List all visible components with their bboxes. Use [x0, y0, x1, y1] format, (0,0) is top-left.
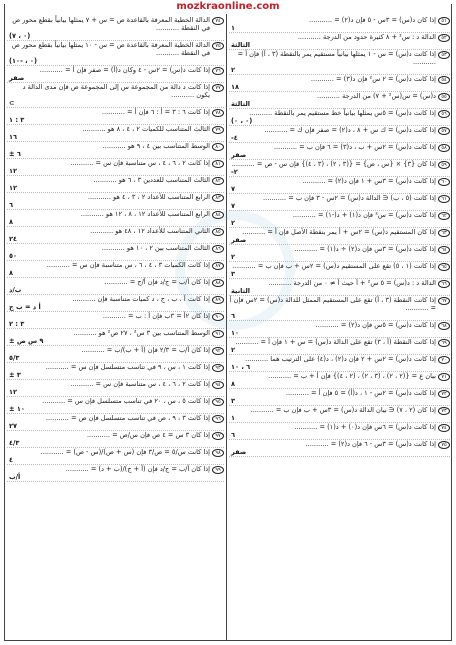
question-number: ٥٥: [438, 93, 450, 101]
answer-text: ٣ : ٢: [9, 320, 25, 328]
answer-text: الثالثة: [231, 41, 251, 49]
question-item: [7, 397, 224, 414]
question-text: إذا كانت د(س) = ٦س فإن د(٠) + د(١) = ...........: [294, 423, 436, 431]
question-item: [7, 414, 224, 431]
answer-text: ٤: [9, 456, 14, 464]
answer-text: ٧: [231, 202, 236, 210]
answer-text: صفر: [9, 74, 25, 82]
question-text: إذا كانت د(س) = ٢س - ١ ، د(أ) = ٥ فإن أ = ...........: [285, 389, 436, 397]
answer-text: ± ٦: [9, 150, 21, 158]
question-item: [7, 176, 224, 193]
question-item: [7, 41, 224, 66]
answer-text: ١: [231, 24, 236, 32]
question-number: ٦١: [438, 195, 450, 203]
question-item: [229, 406, 450, 423]
question-text: إذا كانت س/٥ = ص/٣ فإن (س + ص)/(س - ص) = ...........: [40, 448, 210, 456]
answer-text: ٥/٣: [9, 354, 20, 362]
question-text: الرابع المتناسب للأعداد ٢ ، ٣ ، ٤ هو ...........: [87, 193, 210, 201]
question-text: الدالة الخطية المعرفة بالقاعدة ص = س + ٧ يمثلها بيانياً بقطع محور ص في النقطة ...........: [12, 16, 210, 32]
question-item: [229, 33, 450, 50]
question-item: [229, 211, 450, 228]
answer-text: (٠ ، ٧): [9, 32, 31, 40]
question-text: الثالث المتناسب بين ٢ ، ١٠ هو ...........: [101, 244, 210, 252]
answer-text: ٢: [231, 253, 236, 261]
answer-text: ١٢: [9, 167, 18, 175]
answer-text: ١٨: [231, 83, 240, 91]
question-text: إذا كانت د(س) = ٢س - ٤ وكان د(أ) = صفر فإن أ = ...........: [39, 66, 210, 74]
question-number: ٧٤: [438, 424, 450, 432]
question-text: الدالة د : س² + ٨ كثيرة حدود من الدرجة ...........: [297, 33, 436, 41]
answer-text: الثالثة: [231, 100, 251, 108]
question-number: ٦٤: [438, 246, 450, 254]
question-number: ٥٧: [438, 127, 450, 135]
question-number: ٨٨: [212, 279, 224, 287]
question-number: ٧٧: [212, 84, 224, 92]
question-item: [7, 142, 224, 159]
question-number: ٨٥: [212, 228, 224, 236]
answer-text: ١٦: [9, 133, 18, 141]
question-number: ٧٦: [212, 67, 224, 75]
answer-text: ب/د: [9, 286, 22, 294]
question-number: ٧١: [438, 373, 450, 381]
question-item: [229, 440, 450, 457]
answer-text: ٢: [231, 219, 236, 227]
question-text: إذا كان أ/ب = ج/د فإن أ/ج = ...........: [104, 278, 210, 286]
answer-text: ٢: [231, 346, 236, 354]
question-item: [229, 75, 450, 92]
answer-text: -٢: [231, 168, 238, 176]
question-item: [229, 321, 450, 338]
question-number: ٩٢: [212, 347, 224, 355]
question-number: ٨٦: [212, 245, 224, 253]
question-text: إذا كانت د(س) = ٣س + ١ فإن د(٢) = ...........: [302, 177, 436, 185]
question-item: [229, 245, 450, 262]
question-text: الدالة الخطية المعرفة بالقاعدة ص = س - ١٠ يمثلها بيانياً بقطع محور ص في النقطة ...........: [11, 41, 210, 57]
question-text: إذا كانت ٢ ، ٦ ، ٤ ، س متناسبة فإن س = ...........: [70, 159, 210, 167]
question-item: [7, 363, 224, 380]
question-number: ٥٤: [438, 76, 450, 84]
question-number: ٩٧: [212, 432, 224, 440]
left-column: [7, 16, 224, 641]
question-item: [229, 279, 450, 296]
question-item: [7, 295, 224, 312]
question-item: [229, 389, 450, 406]
question-number: ٨٧: [212, 262, 224, 270]
answer-text: ٣ : ١: [9, 116, 25, 124]
question-item: [7, 193, 224, 210]
answer-text: ٦: [231, 312, 236, 320]
question-number: ٩٣: [212, 364, 224, 372]
question-number: ٩٦: [212, 415, 224, 423]
question-text: إذا كان أ/ب = ج/د فإن (أ + ج)/(ب + د) = ...........: [65, 465, 210, 473]
question-item: [7, 66, 224, 83]
answer-text: ٣: [231, 397, 236, 405]
question-item: [7, 16, 224, 41]
question-item: [229, 372, 450, 389]
question-text: الوسط المتناسب بين ٤ ، ٩ هو ...........: [102, 142, 210, 150]
question-number: ٩٤: [212, 381, 224, 389]
question-item: [7, 346, 224, 363]
question-number: ٥٣: [438, 51, 450, 59]
question-item: [229, 143, 450, 160]
answer-text: صفر: [231, 236, 247, 244]
answer-text: الثانية: [231, 287, 251, 295]
question-text: إذا كانت د(س) = ٢ س² فإن د(٣) = ...........: [310, 75, 436, 83]
answer-text: ٨: [9, 218, 14, 226]
question-number: ٨٠: [212, 143, 224, 151]
question-item: [7, 278, 224, 295]
question-number: ٦٥: [438, 263, 450, 271]
question-number: ٧٠: [438, 356, 450, 364]
question-number: ٩٨: [212, 449, 224, 457]
question-item: [7, 261, 224, 278]
question-item: [7, 108, 224, 125]
question-text: إذا كانت د(س) = ٥س فإن د(٢) = ...........: [315, 321, 436, 329]
question-item: [7, 312, 224, 329]
question-text: الدالة د : د(س) = ٥ س² + أ حيث أ ≠ ٠ من الدرجة ...........: [268, 279, 436, 287]
question-text: إذا كانت د(س) = س² فإن د(١) + د(-١) = ...........: [292, 211, 436, 219]
question-text: إذا كانت ١ ، س ، ٩ في تناسب متسلسل فإن س = ...........: [45, 363, 210, 371]
question-text: إذا كان المستقيم د(س) = ٢س + أ يمر بنقطة الأصل فإن أ = ...........: [242, 228, 436, 236]
question-item: [7, 227, 224, 244]
question-number: ٨٢: [212, 177, 224, 185]
question-item: [229, 262, 450, 279]
question-number: ٨٤: [212, 211, 224, 219]
question-number: ٦٦: [438, 280, 450, 288]
question-number: ٦٢: [438, 212, 450, 220]
site-header: mozkraonline.com: [176, 1, 280, 12]
answer-text: -٤: [231, 134, 238, 142]
question-text: إذا كانت د دالة من المجموعة س إلى المجموعة ص فإن مدى الدالة د يكون ...........: [22, 83, 210, 99]
question-item: [7, 83, 224, 108]
question-number: ٩٠: [212, 313, 224, 321]
question-item: [229, 228, 450, 245]
answer-text: ± ١٠: [9, 405, 25, 413]
question-item: [7, 125, 224, 142]
question-item: [7, 448, 224, 465]
question-text: الثاني المتناسب للأعداد ١٢ ، ٤٨ هو ...........: [90, 227, 210, 235]
question-item: [7, 465, 224, 482]
question-item: [229, 296, 450, 321]
question-item: [229, 194, 450, 211]
question-number: ٧٩: [212, 126, 224, 134]
right-column: [229, 16, 450, 641]
question-number: ٦٨: [438, 322, 450, 330]
question-text: إذا كان د(س) = ٣س - ٥ فإن د(٢) = ...........: [309, 16, 436, 24]
question-text: إذا كانت د(س) = ٣س - ٦ فإن د(٢) = ...........: [305, 440, 436, 448]
question-number: ٧٤: [212, 17, 224, 25]
question-number: ٥٩: [438, 161, 450, 169]
question-text: إذا كانت (١ ، ٥) تقع على المستقيم د(س) = ٢س + ب فإن ب = ...........: [232, 262, 436, 270]
question-item: [7, 380, 224, 397]
question-number: ٥٦: [438, 110, 450, 118]
question-text: إذا كانت د(س) = س - ١ يمثلها بيانياً مستقيم يمر بالنقطة (٣ ، أ) فإن أ = ...........: [237, 50, 436, 66]
question-text: إذا كان أ/ب = ٢/٣ فإن (أ + ب)/ب = ...........: [81, 346, 210, 354]
question-item: [229, 160, 450, 177]
question-number: ٨٣: [212, 194, 224, 202]
question-item: [229, 16, 450, 33]
question-text: إذا كانت النقطة (أ ، ٣) تقع على الدالة د(س) = س + ١ فإن أ = ...........: [235, 338, 436, 346]
question-text: إذا كانت ٥ ، س ، ٢٠ في تناسب متسلسل فإن س = ...........: [42, 397, 210, 405]
question-number: ٥٨: [438, 144, 450, 152]
answer-text: صفر: [231, 448, 247, 456]
answer-text: ١٢: [9, 388, 18, 396]
answer-text: ١٠: [231, 329, 240, 337]
question-number: ٩٥: [212, 398, 224, 406]
question-text: الرابع المتناسب للأعداد ١٢ ، ٨ ، ١٢ هو ...........: [80, 210, 210, 218]
answer-text: ٣: [231, 270, 236, 278]
answer-text: ٦: [231, 431, 236, 439]
question-number: ٦٩: [438, 339, 450, 347]
answer-text: أ د = ب ج: [9, 303, 41, 311]
question-number: ٩٩: [212, 466, 224, 474]
answer-text: ٢: [231, 66, 236, 74]
question-item: [7, 329, 224, 346]
question-text: إذا كانت أ ، ب ، ج ، د كميات متناسبة فإن ...........: [72, 295, 210, 303]
question-text: إذا كانت ٣ ، ٩ ، ص في تناسب متسلسل فإن ص = ...........: [45, 414, 210, 422]
question-item: [229, 126, 450, 143]
question-item: [229, 177, 450, 194]
question-item: [229, 109, 450, 126]
question-number: ٥٢: [438, 34, 450, 42]
answer-text: ٦ ، ١٠: [231, 363, 251, 371]
answer-text: ٥٠: [9, 252, 18, 260]
question-item: [7, 210, 224, 227]
question-item: [229, 50, 450, 75]
question-item: [229, 423, 450, 440]
answer-text: ± ٩ س ص: [9, 337, 44, 345]
question-text: إذا كانت د(س) = ٢س + ٢ فإن د(٢) ، د(٤) على الترتيب هما ...........: [245, 355, 436, 363]
question-text: د(س) = س(س² + ٧) من الدرجة ...........: [316, 92, 436, 100]
question-text: إذا كانت د(س) = ٥س يمثلها بيانياً خط مستقيم يمر بالنقطة ...........: [249, 109, 436, 117]
answer-text: ٨: [231, 380, 236, 388]
answer-text: (٠ ، -١٠): [9, 57, 37, 65]
answer-text: ± ٣: [9, 371, 21, 379]
question-text: إذا كانت (٥ ، ب) ∈ الدالة د(س) = ٢س - ٣ فإن ب = ...........: [263, 194, 436, 202]
question-text: الثالث المتناسب للعددين ٣ ، ٦ هو ...........: [93, 176, 210, 184]
question-number: ٩١: [212, 330, 224, 338]
answer-text: ٦: [9, 201, 14, 209]
question-text: إذا كان ٣ س = ٤ ص فإن س/ص = ...........: [86, 431, 210, 439]
question-text: إذا كانت الكميات ٣ ، ٤ ، ٦ ، س متناسبة فإن س = ...........: [46, 261, 210, 269]
question-text: إذا كان {٣} × {س ، ص} = {(٣ ، ٢) ، (٣ ، ٤)} فإن س - ص = ...........: [231, 160, 436, 168]
question-number: ٧٥: [438, 441, 450, 449]
answer-text: ١: [231, 414, 236, 422]
answer-text: ⊂: [9, 99, 15, 107]
question-number: ٧٢: [438, 390, 450, 398]
question-number: ٨٩: [212, 296, 224, 304]
answer-text: صفر: [231, 151, 247, 159]
question-item: [229, 92, 450, 109]
question-number: ٧٥: [212, 42, 224, 50]
question-text: إذا كانت د(س) = ٢س + ب ، د(٣) = ٦ فإن ب = ...........: [273, 143, 436, 151]
question-number: ٧٣: [438, 407, 450, 415]
question-number: ٥١: [438, 17, 450, 25]
question-number: ٦٣: [438, 229, 450, 237]
question-text: إذا كانت د(س) = ك س + ٨ ، د(٢) = صفر فإن ك = ...........: [264, 126, 436, 134]
question-text: إذا كانت ٢ ، ٦ ، ٤ ، س متناسبة فإن س = ...........: [70, 380, 210, 388]
answer-text: ٨: [9, 269, 14, 277]
question-number: ٦٧: [438, 297, 450, 305]
question-text: إذا كانت النقطة (٣ ، أ) تقع على المستقيم الممثل للدالة د(س) = ٢س فإن أ = ...........: [229, 296, 436, 312]
question-item: [7, 431, 224, 448]
question-text: الوسط المتناسب بين ٣ س² ، ٢٧ ص² هو ...........: [73, 329, 210, 337]
question-number: ٦٠: [438, 178, 450, 186]
question-text: إذا كانت ٦ : ٣ = أ : ٦ فإن أ = ...........: [101, 108, 210, 116]
question-number: ٧٨: [212, 109, 224, 117]
answer-text: ١٢: [9, 184, 18, 192]
answer-text: ٢٧: [9, 422, 18, 430]
question-item: [7, 244, 224, 261]
question-item: [229, 338, 450, 355]
question-item: [229, 355, 450, 372]
question-number: ٨١: [212, 160, 224, 168]
question-text: إذا كانت د(س) = ٣س فإن د(٢) ÷ د(١) = ...........: [294, 245, 436, 253]
question-item: [7, 159, 224, 176]
answer-text: ٤/٣: [9, 439, 20, 447]
answer-text: (٠ ، ٠): [231, 117, 253, 125]
question-text: بيان ع = {(٢ ، ٢) ، (٣ ، ٢) ، (٢ ، ٤)} فإن أ + ب = ...........: [268, 372, 436, 380]
question-text: الثالث المتناسب للكميات ٢ ، ٤ ، ٨ هو ...........: [82, 125, 210, 133]
answer-text: ٢٤: [9, 235, 18, 243]
question-text: إذا كان (٢ ، ٧) ∈ بيان الدالة د(س) = ٣س + ب فإن ب = ...........: [250, 406, 436, 414]
answer-text: ٧: [231, 185, 236, 193]
answer-text: أ/ب: [9, 473, 21, 481]
question-text: إذا كان ٢أ = ٣ب فإن أ : ب = ...........: [102, 312, 210, 320]
